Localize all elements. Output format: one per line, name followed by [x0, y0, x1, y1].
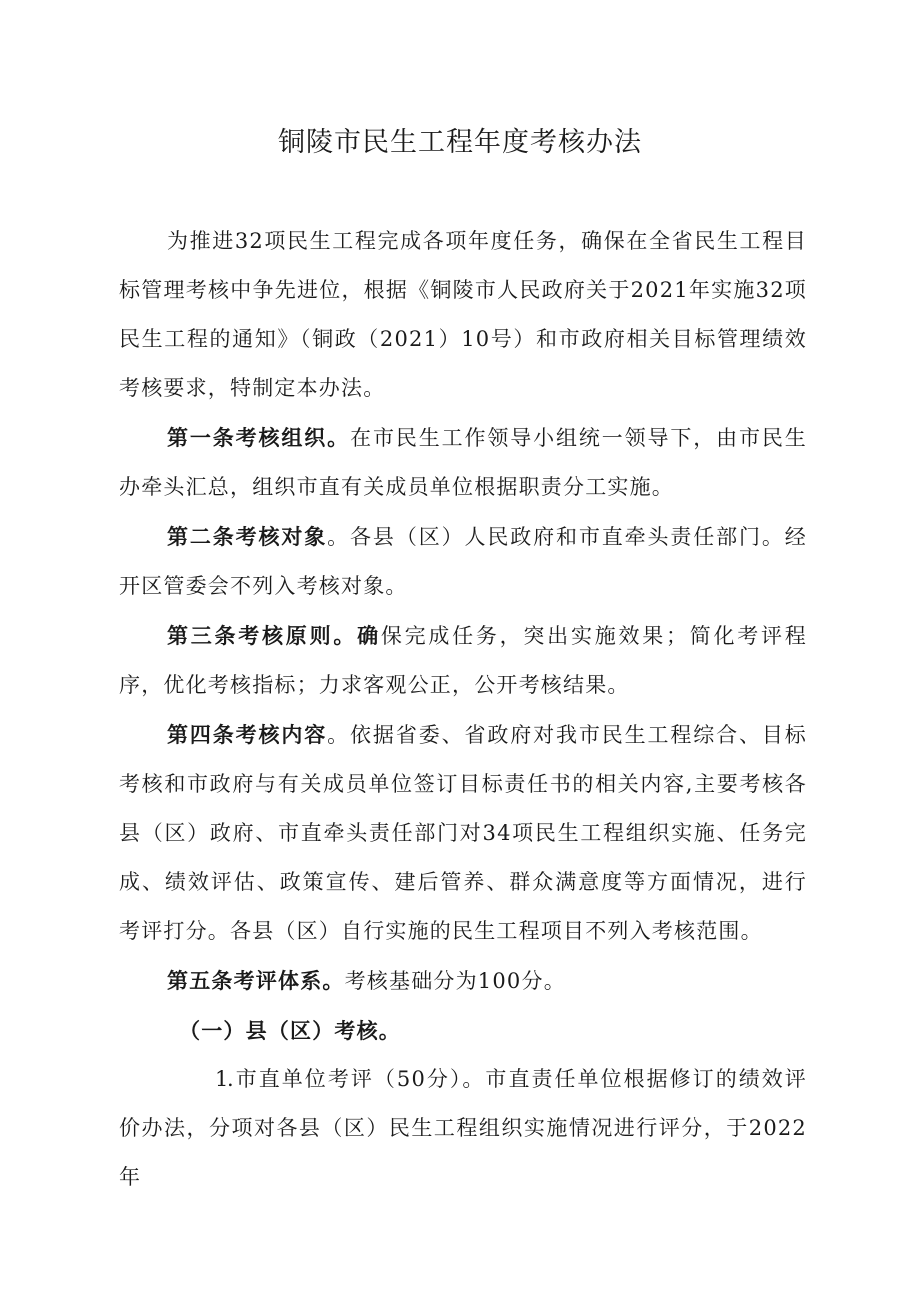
document-title: 铜陵市民生工程年度考核办法 — [278, 127, 642, 158]
article-5-heading: 第五条考评体系。 — [167, 968, 345, 993]
article-4 — [119, 710, 807, 956]
article-3-heading: 第三条考核原则。确 — [167, 623, 381, 648]
article-3 — [119, 611, 807, 710]
article-2-text: 。各县（区）人民政府和市直牵头责任部门。经开区管委会不列入考核对象。 — [119, 525, 807, 598]
article-1-text: 在市民生工作领导小组统一领导下，由市民生办牵头汇总，组织市直有关成员单位根据职责分工实施。 — [119, 426, 808, 499]
item-1-text: .市直单位考评（50分）。市直责任单位根据修订的绩效评价办法，分项对各县（区）民生工程组织实施情况进行评分，于2022年 — [119, 1067, 807, 1189]
article-5-text: 考核基础分为100分。 — [344, 969, 566, 993]
article-3-text: 保完成任务，突出实施效果；简化考评程序，优化考核指标；力求客观公正，公开考核结果。 — [119, 624, 807, 697]
intro-paragraph: 为推进32项民生工程完成各项年度任务，确保在全省民生工程目标管理考核中争先进位，根据《铜陵市人民政府关于2021年实施32项民生工程的通知》（铜政（2021）10号）和市政府相关目标管理绩效考核要求，特制定本办法。 — [119, 229, 807, 400]
article-4-heading: 第四条考核内容 — [167, 722, 328, 747]
article-2 — [119, 512, 807, 611]
article-4-text: 。依据省委、省政府对我市民生工程综合、目标考核和市政府与有关成员单位签订目标责任书的相关内容,主要考核各县（区）政府、市直牵头责任部门对34项民生工程组织实施、任务完成、绩效评估、政策宣传、建后管养、群众满意度等方面情况，进行考评打分。各县（区）自行实施的民生工程项目不列入考核范围。 — [119, 723, 807, 943]
article-1 — [119, 413, 807, 512]
article-1-heading: 第一条考核组织。 — [167, 425, 351, 450]
document-body — [119, 217, 807, 1202]
article-5 — [119, 956, 807, 1006]
article-2-heading: 第二条考核对象 — [167, 524, 328, 549]
section-subheading: （一）县（区）考核。 — [179, 1018, 401, 1043]
item-1-number: 1 — [215, 1067, 230, 1091]
item-1 — [119, 1055, 807, 1202]
